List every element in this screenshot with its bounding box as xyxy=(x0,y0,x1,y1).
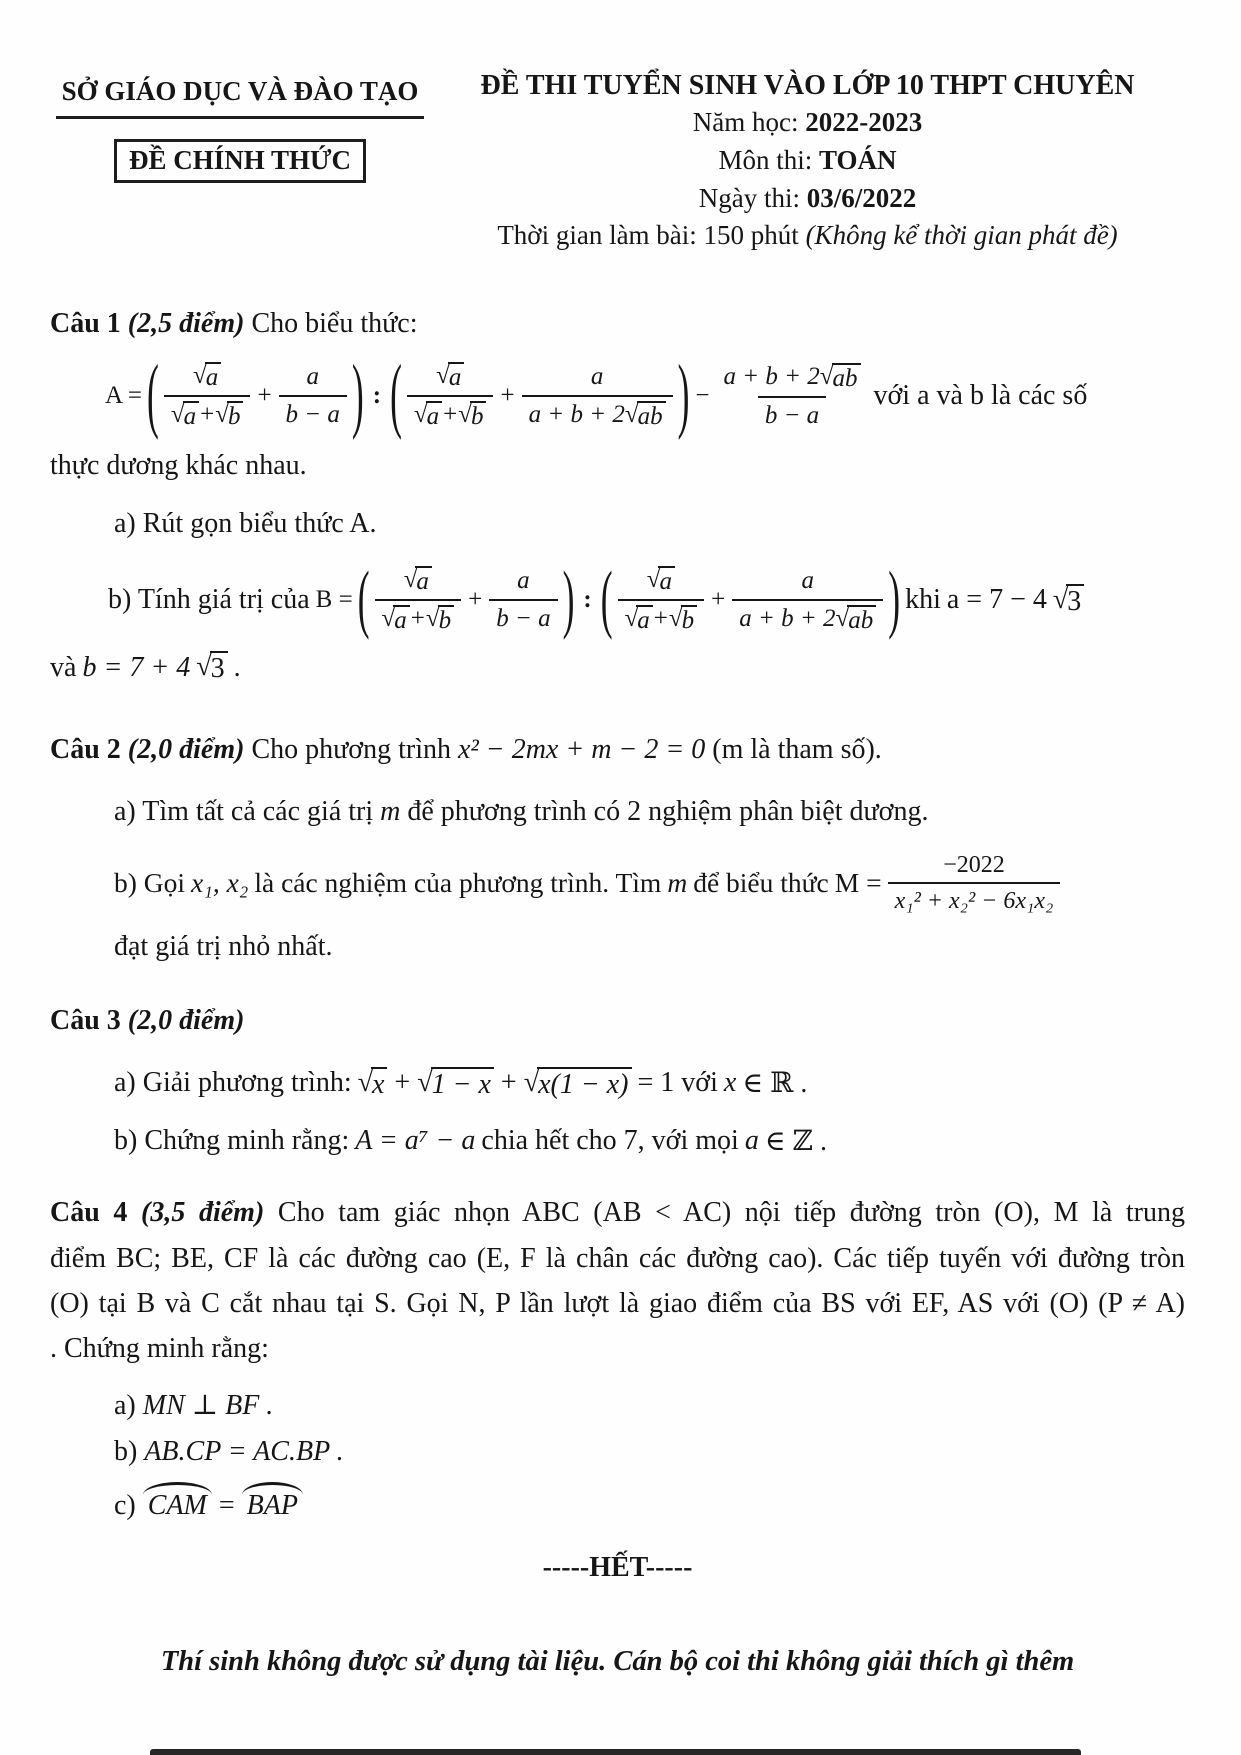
radical xyxy=(426,605,454,635)
right-paren: ) xyxy=(562,555,575,642)
question-4-line-4: . Chứng minh rằng: xyxy=(50,1333,269,1365)
denominator: b − a xyxy=(758,396,826,431)
item-a-statement: MN ⊥ BF . xyxy=(142,1389,274,1421)
item-b-middle-2: để biểu thức xyxy=(693,867,829,899)
numerator: a xyxy=(590,362,604,390)
fraction xyxy=(279,362,347,430)
item-b-statement: AB.CP = AC.BP . xyxy=(144,1435,344,1467)
radical-sign: √ xyxy=(458,401,472,429)
header-left-column xyxy=(50,70,430,183)
fraction xyxy=(618,565,705,635)
question-4-paragraph xyxy=(50,1190,1185,1371)
radical xyxy=(625,605,653,635)
question-1-heading xyxy=(50,303,1185,345)
right-paren: ) xyxy=(888,555,901,642)
radicand: x(1 − x) xyxy=(537,1067,631,1100)
radical xyxy=(196,651,227,684)
condition-b: b = 7 + 4 xyxy=(82,651,191,683)
school-year-line xyxy=(430,105,1185,140)
radical-sign: √ xyxy=(668,605,683,633)
question-2-points: (2,0 điểm) xyxy=(127,733,245,765)
equation-tail: = 1 với xyxy=(637,1067,718,1099)
footer-note: Thí sinh không được sử dụng tài liệu. Cán bộ coi thi không giải thích gì thêm xyxy=(160,1645,1075,1677)
item-a-postfix: để phương trình có 2 nghiệm phân biệt dương. xyxy=(407,795,929,827)
question-2-intro-post: (m là tham số). xyxy=(712,733,882,765)
radicand: ab xyxy=(637,401,666,431)
numerator xyxy=(640,565,682,599)
radicand: a xyxy=(205,362,222,392)
duration-value: 150 phút xyxy=(703,220,799,251)
fraction xyxy=(407,361,494,431)
official-exam-box: ĐỀ CHÍNH THỨC xyxy=(114,139,366,183)
radicand: x xyxy=(371,1067,387,1100)
denominator: b − a xyxy=(279,395,347,430)
item-a-prefix: a) Tìm tất cả các giá trị xyxy=(114,795,374,827)
radical xyxy=(358,1067,388,1100)
fraction xyxy=(522,362,673,431)
exam-date-label: Ngày thi: xyxy=(698,183,800,214)
question-3-item-b xyxy=(50,1124,1185,1158)
question-4-line-2: điểm BC; BE, CF là các đường cao (E, F là chân các đường cao). Các tiếp tuyến với đường tròn xyxy=(50,1242,1185,1274)
radicand: ab xyxy=(847,605,876,635)
radicand: a xyxy=(636,605,653,635)
question-1-number: Câu 1 xyxy=(50,308,121,340)
roots-x1-x2: x₁, x₂ xyxy=(191,867,249,899)
question-3-number: Câu 3 xyxy=(50,1005,121,1037)
division-colon: : xyxy=(372,382,382,410)
denominator xyxy=(375,599,462,635)
angle-arc-BAP: BAP xyxy=(242,1482,303,1522)
radicand: a xyxy=(426,401,443,431)
radical-sign: √ xyxy=(215,401,229,429)
radical-sign: √ xyxy=(193,362,207,390)
question-2-equation: x² − 2mx + m − 2 = 0 xyxy=(457,733,706,765)
left-paren: ( xyxy=(390,347,402,442)
plus-operator: + xyxy=(500,382,515,410)
radical-sign: √ xyxy=(403,566,418,594)
item-b-label: b) xyxy=(114,1435,138,1467)
radical-sign: √ xyxy=(196,651,212,683)
question-1-item-b-continuation xyxy=(50,651,1185,684)
radical xyxy=(458,401,486,431)
question-3-points: (2,0 điểm) xyxy=(127,1005,245,1037)
radical xyxy=(524,1067,632,1100)
poly-prefix: a + b + 2 xyxy=(723,362,820,390)
question-4-line-1 xyxy=(50,1190,1185,1235)
fraction xyxy=(164,361,251,431)
denominator xyxy=(407,395,494,431)
radical xyxy=(647,566,675,596)
fraction-M xyxy=(888,851,1061,917)
question-4-item-c xyxy=(50,1482,1185,1522)
question-2-number: Câu 2 xyxy=(50,733,121,765)
item-b-prefix: b) Gọi xyxy=(114,867,186,899)
radical-sign: √ xyxy=(624,605,639,633)
radical xyxy=(382,605,410,635)
radical-sign: √ xyxy=(1052,583,1069,615)
item-b-prefix: b) Tính giá trị của xyxy=(108,584,310,616)
item-a-label: a) xyxy=(114,1389,136,1421)
radical xyxy=(417,1067,494,1100)
radicand: b xyxy=(681,605,698,635)
question-4-text-1: Cho tam giác nhọn ABC (AB < AC) nội tiếp đường tròn (O), M là trung xyxy=(277,1197,1186,1229)
question-4-line-3: (O) tại B và C cắt nhau tại S. Gọi N, P lần lượt là giao điểm của BS với EF, AS với (O) (P ≠ A) xyxy=(50,1287,1185,1319)
radicand: 3 xyxy=(210,651,228,684)
domain-integers: ∈ ℤ . xyxy=(764,1126,827,1158)
radical-sign: √ xyxy=(425,605,440,633)
question-2-intro: Cho phương trình xyxy=(251,733,451,765)
end-marker: -----HẾT----- xyxy=(542,1551,693,1583)
duration-line xyxy=(430,220,1185,251)
var-a: a xyxy=(744,1125,759,1157)
condition-a: a = 7 − 4 xyxy=(946,584,1047,616)
duration-note: (Không kể thời gian phát đề) xyxy=(805,220,1118,251)
school-year-label: Năm học: xyxy=(692,107,799,137)
angle-arc-CAM: CAM xyxy=(143,1482,212,1522)
radical-sign: √ xyxy=(413,401,428,429)
plus-operator: + xyxy=(468,586,483,614)
question-3-heading xyxy=(50,1000,1185,1042)
radical xyxy=(836,605,877,635)
division-colon: : xyxy=(583,586,592,614)
right-paren: ) xyxy=(677,347,690,442)
numerator xyxy=(397,565,439,599)
question-1-continuation: thực dương khác nhau. xyxy=(50,450,307,482)
plus-operator: + xyxy=(257,382,272,410)
radicand: 1 − x xyxy=(431,1067,494,1100)
poly-prefix: a + b + 2 xyxy=(739,604,836,632)
radical-sign: √ xyxy=(417,1066,433,1098)
minus-operator: − xyxy=(695,382,710,410)
question-3-item-a xyxy=(50,1066,1185,1100)
header xyxy=(50,70,1185,251)
question-2-item-b-continuation: đạt giá trị nhỏ nhất. xyxy=(114,931,333,963)
radical xyxy=(436,362,464,392)
radical xyxy=(171,401,199,431)
numerator xyxy=(429,361,471,395)
left-paren: ( xyxy=(600,555,613,642)
fraction xyxy=(732,566,883,635)
school-year-value: 2022-2023 xyxy=(805,107,923,137)
formula-B-lhs: B = xyxy=(315,586,353,614)
radical xyxy=(193,362,221,392)
radicand: b xyxy=(227,401,244,431)
scan-edge-artifact xyxy=(150,1749,1081,1755)
khi-text: khi xyxy=(905,584,941,616)
radical xyxy=(215,401,243,431)
item-b-var-m: m xyxy=(667,867,688,899)
item-b-middle: chia hết cho 7, với mọi xyxy=(481,1125,739,1157)
radicand: b xyxy=(438,605,455,635)
question-4-item-b xyxy=(50,1436,1185,1468)
radical-sign: √ xyxy=(819,362,834,390)
radicand: a xyxy=(415,566,432,596)
denominator xyxy=(618,599,705,635)
radical-sign: √ xyxy=(170,401,185,429)
numerator: a xyxy=(801,566,814,594)
exam-date-value: 03/6/2022 xyxy=(806,183,917,214)
numerator: a xyxy=(306,363,319,391)
item-c-label: c) xyxy=(114,1489,136,1521)
subject-line xyxy=(430,143,1185,178)
radical-sign: √ xyxy=(436,362,450,390)
radical xyxy=(669,605,697,635)
item-b-prefix: b) Chứng minh rằng: xyxy=(114,1125,350,1157)
denominator xyxy=(522,395,673,431)
denominator xyxy=(164,395,251,431)
radicand: a xyxy=(183,401,200,431)
formula-M-lhs: M = xyxy=(834,867,882,899)
var-x: x xyxy=(723,1067,737,1099)
denominator: x₁² + x₂² − 6x₁x₂ xyxy=(888,882,1061,916)
radicand: a xyxy=(393,605,410,635)
subject-label: Môn thi: xyxy=(718,145,813,176)
numerator: −2022 xyxy=(943,851,1005,878)
radical-sign: √ xyxy=(357,1066,373,1098)
item-b-expression: A = a⁷ − a xyxy=(355,1125,476,1157)
plus-operator: + xyxy=(653,605,668,633)
radicand: b xyxy=(470,401,487,431)
domain-reals: ∈ ℝ . xyxy=(742,1068,808,1100)
radical xyxy=(414,401,442,431)
question-1-item-a: a) Rút gọn biểu thức A. xyxy=(114,508,377,540)
plus-operator: + xyxy=(500,1067,517,1099)
plus-operator: + xyxy=(410,605,425,633)
radical-sign: √ xyxy=(646,566,661,594)
question-1-item-b xyxy=(50,555,1185,642)
and-text: và xyxy=(50,651,77,683)
plus-operator: + xyxy=(443,401,458,429)
radical-sign: √ xyxy=(381,605,396,633)
numerator xyxy=(717,362,868,396)
question-1-intro: Cho biểu thức: xyxy=(251,308,418,340)
radicand: ab xyxy=(832,363,861,393)
radical xyxy=(1053,584,1084,617)
question-2-item-a xyxy=(50,791,1185,833)
question-4-number: Câu 4 xyxy=(50,1197,128,1229)
radical xyxy=(625,401,666,431)
formula-A-lhs: A = xyxy=(105,382,143,410)
question-4-item-a xyxy=(50,1388,1185,1422)
denominator: b − a xyxy=(489,599,557,634)
radical-sign: √ xyxy=(835,604,850,632)
item-a-prefix: a) Giải phương trình: xyxy=(114,1067,352,1099)
denominator xyxy=(732,599,883,635)
left-paren: ( xyxy=(147,347,159,442)
fraction xyxy=(375,565,462,635)
item-b-middle: là các nghiệm của phương trình. Tìm xyxy=(254,867,662,899)
question-2-item-b xyxy=(50,851,1185,917)
period: . xyxy=(233,651,241,683)
radical-sign: √ xyxy=(523,1066,540,1098)
plus-operator: + xyxy=(394,1067,411,1099)
radical-sign: √ xyxy=(624,400,639,428)
department-name: SỞ GIÁO DỤC VÀ ĐÀO TẠO xyxy=(56,76,425,119)
numerator xyxy=(186,361,228,395)
formula-A xyxy=(105,347,1185,442)
question-1-points: (2,5 điểm) xyxy=(127,308,245,340)
radical xyxy=(820,363,861,393)
duration-label: Thời gian làm bài: xyxy=(497,220,697,251)
radicand: a xyxy=(448,362,465,392)
radicand: a xyxy=(658,566,675,596)
subject-value: TOÁN xyxy=(818,145,897,176)
formula-A-tail: với a và b là các số xyxy=(873,380,1088,412)
header-right-column xyxy=(430,70,1185,251)
numerator: a xyxy=(517,567,530,595)
fraction xyxy=(489,566,557,634)
plus-operator: + xyxy=(711,586,726,614)
exam-title: ĐỀ THI TUYỂN SINH VÀO LỚP 10 THPT CHUYÊN xyxy=(480,70,1135,101)
right-paren: ) xyxy=(351,347,364,442)
exam-date-line xyxy=(430,181,1185,216)
plus-operator: + xyxy=(200,401,215,429)
equals-sign: = xyxy=(218,1489,235,1521)
question-2-heading xyxy=(50,729,1185,771)
poly-prefix: a + b + 2 xyxy=(528,400,625,428)
radical xyxy=(404,566,432,596)
question-4-points: (3,5 điểm) xyxy=(141,1197,265,1229)
radicand: 3 xyxy=(1066,584,1084,617)
left-paren: ( xyxy=(357,555,370,642)
item-a-var-m: m xyxy=(380,795,401,827)
fraction xyxy=(717,362,868,431)
